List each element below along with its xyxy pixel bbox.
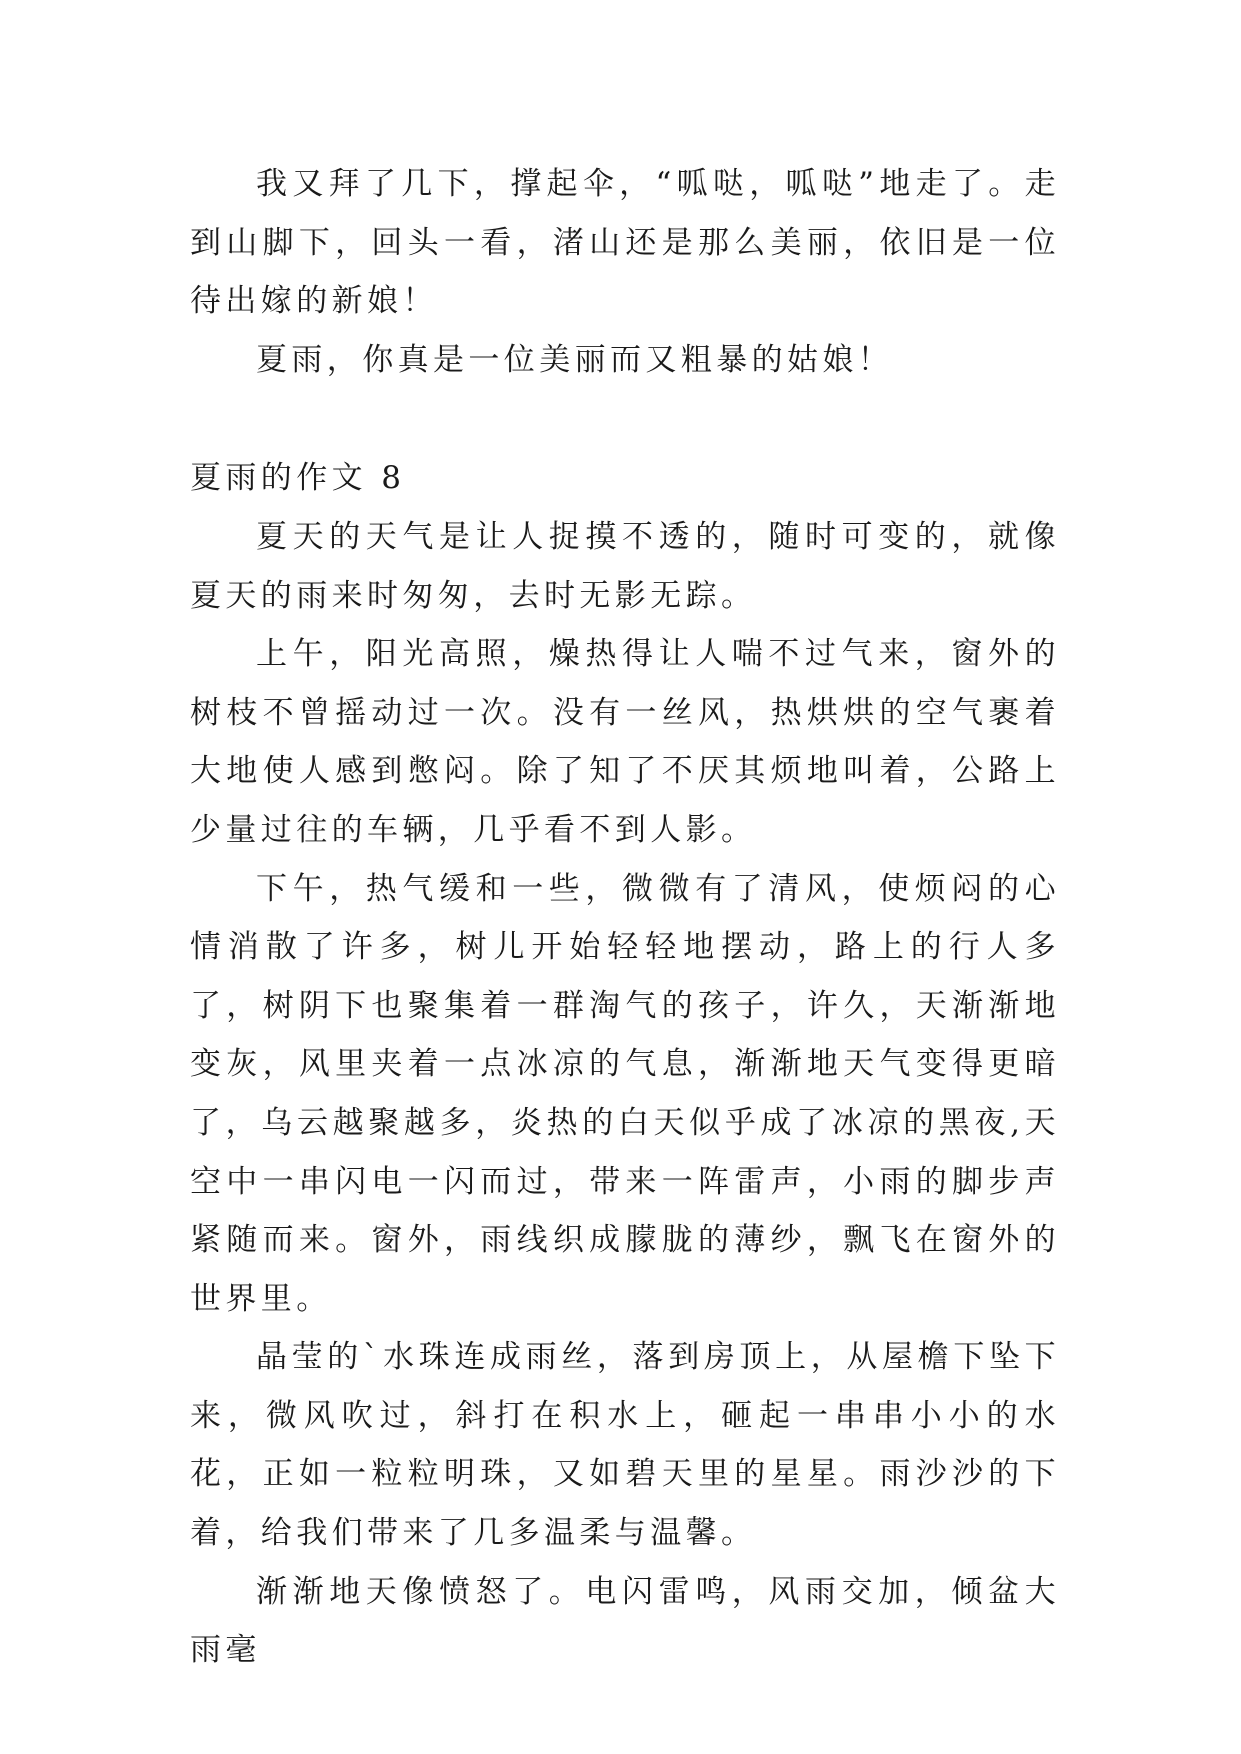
paragraph-1: 我又拜了几下，撑起伞，“呱哒，呱哒”地走了。走到山脚下，回头一看，渚山还是那么美丽，依旧是一位待出嫁的新娘！ <box>190 166 1060 320</box>
paragraph-5: 下午，热气缓和一些，微微有了清风，使烦闷的心情消散了许多，树儿开始轻轻地摆动，路上的行人多了，树阴下也聚集着一群淘气的孩子，许久，天渐渐地变灰，风里夹着一点冰凉的气息，渐渐地天气变得更暗了，乌云越聚越多，炎热的白天似乎成了冰凉的黑夜,天空中一串闪电一闪而过，带来一阵雷声，小雨的脚步声紧随而来。窗外，雨线织成朦胧的薄纱，飘飞在窗外的世界里。 <box>190 870 1060 1317</box>
paragraph-7: 渐渐地天像愤怒了。电闪雷鸣，风雨交加，倾盆大雨毫 <box>190 1573 1060 1669</box>
paragraph-2: 夏雨，你真是一位美丽而又粗暴的姑娘！ <box>256 341 894 378</box>
paragraph-3: 夏天的天气是让人捉摸不透的，随时可变的，就像夏天的雨来时匆匆，去时无影无踪。 <box>190 518 1060 614</box>
paragraph-6: 晶莹的`水珠连成雨丝，落到房顶上，从屋檐下坠下来，微风吹过，斜打在积水上，砸起一串串小小的水花，正如一粒粒明珠，又如碧天里的星星。雨沙沙的下着，给我们带来了几多温柔与温馨。 <box>190 1339 1060 1552</box>
section-heading: 夏雨的作文 8 <box>190 460 406 497</box>
paragraph-4: 上午，阳光高照，燥热得让人喘不过气来，窗外的树枝不曾摇动过一次。没有一丝风，热烘烘的空气裹着大地使人感到憋闷。除了知了不厌其烦地叫着，公路上少量过往的车辆，几乎看不到人影。 <box>190 636 1060 848</box>
document-page <box>190 155 1060 1680</box>
